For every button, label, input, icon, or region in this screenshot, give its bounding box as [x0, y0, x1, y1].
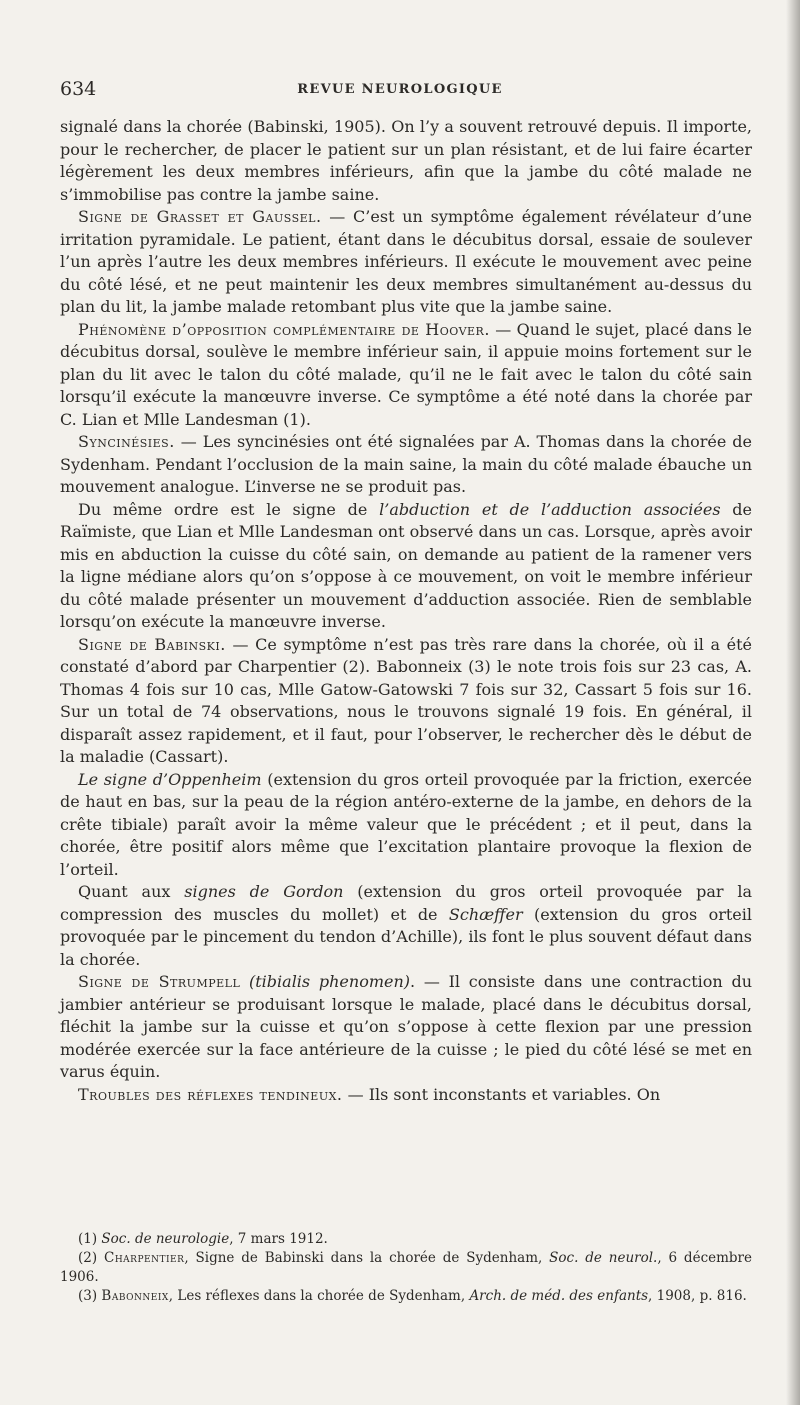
paragraph-segment: — C’est un symptôme également révélateur d’une irritation pyramidale. Le patient, étant dans le décubitus dorsal, essaie de soulever l’un après l’autre les deux membres inférieurs. Il exécute le mouvement avec peine du côté lésé, et ne peut maintenir les deux membres simultanément au-dessus du plan du lit, la jambe malade retombant plus vite que la jambe saine.: [60, 207, 753, 316]
footnote-segment: (1): [78, 1231, 102, 1247]
paragraph: [60, 971, 752, 1084]
body-text: [60, 116, 752, 1106]
footnote-segment: Soc. de neurol.: [549, 1250, 658, 1266]
paragraph-segment: — Les syncinésies ont été signalées par A. Thomas dans la chorée de Sydenham. Pendant l’occlusion de la main saine, la main du côté malade ébauche un mouvement analogue. L’inverse ne se produit pas.: [60, 432, 752, 496]
paragraph-segment: signes de Gordon: [184, 882, 344, 901]
paragraph-segment: (extension du gros orteil provoquée par la compression des muscles du mollet) et de: [60, 882, 753, 924]
paragraph-segment: (tibialis phenomen): [249, 972, 411, 991]
footnote-segment: Soc. de neurologie: [101, 1231, 230, 1247]
paragraph-segment: Phénomène d’opposition complémentaire de Hoover.: [78, 319, 490, 339]
paragraph: [60, 499, 752, 634]
footnote: [60, 1230, 752, 1249]
paragraph-segment: Signe de Strumpell: [78, 972, 241, 991]
paragraph-segment: . — Il consiste dans une contraction du jambier antérieur se produisant lorsque le malade, placé dans le décubitus dorsal, fléchit la jambe sur la cuisse et qu’on s’oppose à cette flexion par une pression modérée exercée sur la face antérieure de la cuisse ; le pied du côté lésé se met en varus équin.: [60, 972, 752, 1081]
paragraph: [60, 634, 752, 769]
paragraph: [60, 769, 752, 882]
paragraph-segment: Quant aux: [78, 882, 185, 901]
footnote-segment: , 1908, p. 816.: [648, 1288, 747, 1304]
footnote-segment: , 7 mars 1912.: [229, 1231, 328, 1247]
paragraph-segment: Signe de Grasset et Gaussel.: [78, 207, 322, 226]
paragraph: [60, 881, 752, 971]
paragraph-segment: l’abduction et de l’adduction associées: [379, 499, 721, 519]
footnotes: [60, 1230, 752, 1306]
footnote-segment: (3): [78, 1288, 102, 1304]
paragraph-segment: — Ce symptôme n’est pas très rare dans la chorée, où il a été constaté d’abord par Charpentier (2). Babonneix (3) le note trois fois sur 23 cas, A. Thomas 4 fois sur 10 cas, Mlle Gatow-Gatowski 7 fois sur 32, Cassart 5 fois sur 16. Sur un total de 74 observations, nous le trouvons signalé 19 fois. En général, il disparaît assez rapidement, et il faut, pour l’observer, le rechercher dès le début de la maladie (Cassart).: [60, 634, 753, 766]
page-edge-shadow: [786, 0, 800, 1405]
paragraph-segment: [240, 972, 249, 991]
paragraph-segment: Signe de Babinski.: [78, 634, 226, 654]
footnote-segment: , 6 décembre 1906.: [60, 1250, 753, 1285]
running-title: REVUE NEUROLOGIQUE: [297, 82, 503, 97]
paragraph-segment: signalé dans la chorée (Babinski, 1905). On l’y a souvent retrouvé depuis. Il importe, pour le rechercher, de placer le patient sur un plan résistant, et de lui faire écarter légèrement les deux membres inférieurs, afin que la jambe du côté malade ne s’immobilise pas contre la jambe saine.: [60, 117, 752, 204]
paragraph-segment: (extension du gros orteil provoquée par la friction, exercée de haut en bas, sur la peau de la région antéro-externe de la jambe, en dehors de la crête tibiale) paraît avoir la même valeur que le précédent ; et il peut, dans la chorée, être positif alors même que l’excitation plantaire provoque la flexion de l’orteil.: [60, 769, 753, 879]
paragraph-segment: Schæffer: [448, 904, 523, 924]
page-header: [60, 78, 740, 102]
paragraph: [60, 1084, 752, 1107]
paragraph: [60, 116, 752, 206]
footnote: [60, 1249, 752, 1287]
paragraph: [60, 431, 752, 499]
page-number: 634: [60, 78, 97, 100]
paragraph: [60, 206, 752, 319]
paragraph-segment: — Quand le sujet, placé dans le décubitus dorsal, soulève le membre inférieur sain, il appuie moins fortement sur le plan du lit avec le talon du côté malade, qu’il ne le fait avec le talon du côté sain lorsqu’il exécute la manœuvre inverse. Ce symptôme a été noté dans la chorée par C. Lian et Mlle Landesman (1).: [60, 319, 752, 429]
paragraph-segment: (extension du gros orteil provoquée par le pincement du tendon d’Achille), ils font le plus souvent défaut dans la chorée.: [60, 904, 753, 969]
footnote-segment: (2): [78, 1250, 104, 1266]
footnote-segment: , Les réflexes dans la chorée de Sydenham,: [168, 1288, 470, 1304]
footnote-segment: Babonneix: [101, 1288, 169, 1304]
footnote: [60, 1287, 752, 1306]
paragraph-segment: Syncinésies.: [78, 432, 175, 451]
paragraph-segment: Troubles des réflexes tendineux.: [78, 1084, 343, 1104]
footnote-segment: Charpentier: [104, 1250, 185, 1266]
paragraph-segment: — Ils sont inconstants et variables. On: [342, 1084, 661, 1104]
footnote-segment: , Signe de Babinski dans la chorée de Sydenham,: [184, 1250, 550, 1266]
paragraph-segment: Le signe d’Oppenheim: [78, 769, 262, 789]
paragraph-segment: de Raïmiste, que Lian et Mlle Landesman ont observé dans un cas. Lorsque, après avoir mis en abduction la cuisse du côté sain, on demande au patient de la ramener vers la ligne médiane alors qu’on s’oppose à ce mouvement, on voit le membre inférieur du côté malade présenter un mouvement d’adduction associée. Rien de semblable lorsqu’on exécute la manœuvre inverse.: [60, 499, 752, 631]
footnote-segment: Arch. de méd. des enfants: [469, 1288, 649, 1304]
paragraph: [60, 319, 752, 432]
paragraph-segment: Du même ordre est le signe de: [78, 499, 380, 519]
